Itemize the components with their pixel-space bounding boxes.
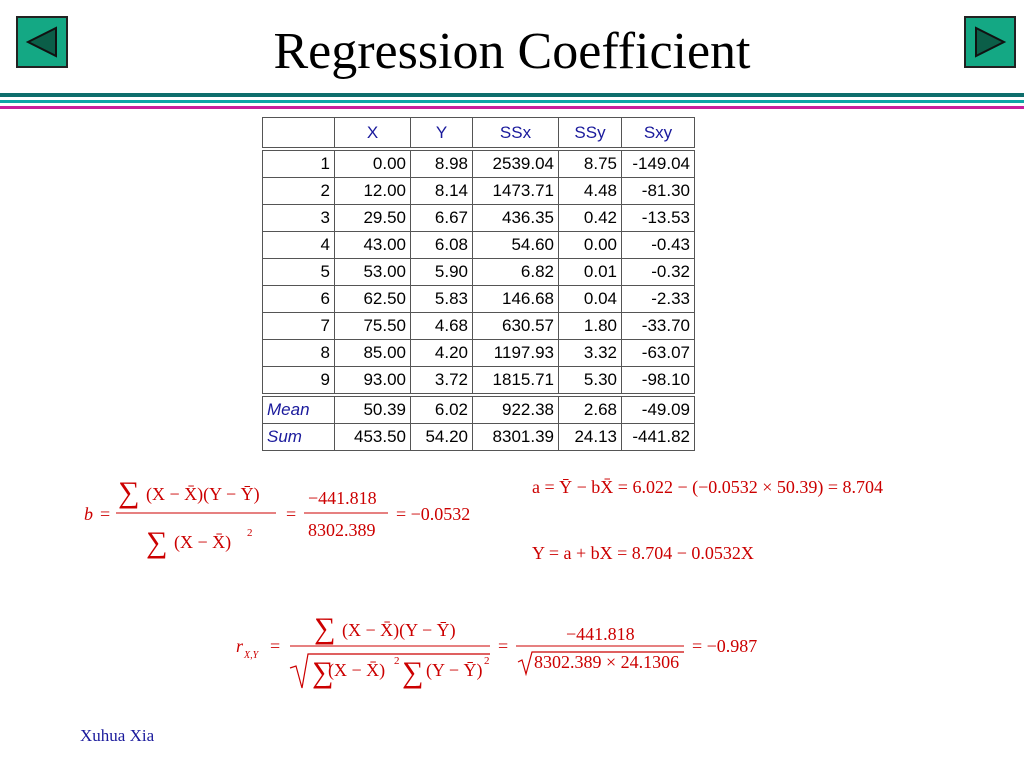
svg-text:=: = [286,504,297,524]
formula-b-result: = −0.0532 [396,504,471,524]
table-row [263,286,695,313]
formula-a-text: a = Ȳ − bX̄ = 6.022 − (−0.0532 × 50.39) = 8.704 [532,477,884,497]
header-cell: SSy [559,118,622,150]
formula-b-denominator: (X − X̄) [174,532,232,552]
svg-text:=: = [498,636,509,656]
row-index: 4 [263,232,335,259]
table-cell: -63.07 [622,340,695,367]
table-cell: 1473.71 [473,178,559,205]
formula-r [232,612,792,692]
table-cell: 85.00 [335,340,411,367]
row-index: 3 [263,205,335,232]
summary-label: Sum [263,424,335,451]
table-cell: 5.90 [411,259,473,286]
table-cell: -98.10 [622,367,695,396]
header-cell: SSx [473,118,559,150]
formula-r-den-y: (Y − Ȳ) [426,660,483,680]
formula-y-text: Y = a + bX = 8.704 − 0.0532X [532,543,754,563]
table-cell: 8301.39 [473,424,559,451]
table-cell: -441.82 [622,424,695,451]
table-cell: -149.04 [622,149,695,178]
formula-y [530,538,830,568]
table-cell: 922.38 [473,395,559,424]
table-cell: 24.13 [559,424,622,451]
table-cell: 0.42 [559,205,622,232]
table-cell: 93.00 [335,367,411,396]
formula-b [80,472,510,562]
formula-b-frac-den: 8302.389 [308,520,376,540]
table-cell: 5.83 [411,286,473,313]
row-index: 6 [263,286,335,313]
table-row [263,313,695,340]
table-row [263,367,695,396]
table-cell: 43.00 [335,232,411,259]
table-cell: -2.33 [622,286,695,313]
table-row [263,205,695,232]
table-cell: 0.01 [559,259,622,286]
sum-icon: ∑ [314,612,336,645]
table-cell: 54.60 [473,232,559,259]
header-cell: X [335,118,411,150]
table-cell: 8.75 [559,149,622,178]
sum-icon: ∑ [146,526,168,559]
table-cell: 62.50 [335,286,411,313]
row-index: 2 [263,178,335,205]
table-cell: 2.68 [559,395,622,424]
summary-label: Mean [263,395,335,424]
table-cell: 53.00 [335,259,411,286]
table-cell: 1197.93 [473,340,559,367]
divider-line [0,106,1024,109]
table-cell: 50.39 [335,395,411,424]
table-cell: 0.00 [559,232,622,259]
table-cell: 1.80 [559,313,622,340]
formula-r-den-x: (X − X̄) [328,660,386,680]
table-cell: 453.50 [335,424,411,451]
table-cell: 54.20 [411,424,473,451]
table-cell: 436.35 [473,205,559,232]
formula-b-lhs: b [84,504,93,524]
table-cell: 75.50 [335,313,411,340]
table-cell: -0.32 [622,259,695,286]
table-cell: 8.98 [411,149,473,178]
table-row [263,232,695,259]
table-cell: -0.43 [622,232,695,259]
table-cell: 0.04 [559,286,622,313]
formula-b-numerator: (X − X̄)(Y − Ȳ) [146,484,260,504]
header-cell: Y [411,118,473,150]
table-cell: 2539.04 [473,149,559,178]
table-cell: 4.20 [411,340,473,367]
formula-a [530,472,970,502]
summary-row [263,395,695,424]
table-cell: -49.09 [622,395,695,424]
data-table [262,117,695,451]
table-cell: 6.02 [411,395,473,424]
sum-icon: ∑ [402,656,424,689]
table-row [263,149,695,178]
table-cell: 6.67 [411,205,473,232]
formula-r-result: = −0.987 [692,636,758,656]
table-cell: 146.68 [473,286,559,313]
row-index: 1 [263,149,335,178]
table-cell: 29.50 [335,205,411,232]
formula-r-numerator: (X − X̄)(Y − Ȳ) [342,620,456,640]
table-cell: 1815.71 [473,367,559,396]
formula-r-lhs: r [236,636,244,656]
formula-r-square: 2 [394,655,400,667]
header-cell: Sxy [622,118,695,150]
table-cell: 5.30 [559,367,622,396]
formula-r-square: 2 [484,655,490,667]
formula-b-square: 2 [247,527,253,539]
row-index: 5 [263,259,335,286]
table-row [263,259,695,286]
formula-r-frac-den: 8302.389 × 24.1306 [534,652,680,672]
svg-text:=: = [100,504,111,524]
sum-icon: ∑ [118,476,140,509]
table-cell: -13.53 [622,205,695,232]
sum-icon: ∑ [312,656,334,689]
table-cell: 3.32 [559,340,622,367]
table-cell: 4.68 [411,313,473,340]
table-cell: 6.82 [473,259,559,286]
table-cell: -33.70 [622,313,695,340]
table-row [263,178,695,205]
header-cell [263,118,335,150]
table-cell: 12.00 [335,178,411,205]
formula-r-frac-num: −441.818 [566,624,635,644]
formula-r-sub: X,Y [244,650,259,661]
table-cell: 4.48 [559,178,622,205]
table-cell: 8.14 [411,178,473,205]
footer-author: Xuhua Xia [80,726,155,745]
table-cell: 0.00 [335,149,411,178]
summary-row [263,424,695,451]
table-cell: -81.30 [622,178,695,205]
row-index: 9 [263,367,335,396]
formula-b-frac-num: −441.818 [308,488,377,508]
table-row [263,340,695,367]
table-cell: 3.72 [411,367,473,396]
table-cell: 6.08 [411,232,473,259]
svg-text:=: = [270,636,281,656]
slide-title: Regression Coefficient [273,23,751,80]
row-index: 8 [263,340,335,367]
table-cell: 630.57 [473,313,559,340]
table-header-row [263,118,695,150]
row-index: 7 [263,313,335,340]
